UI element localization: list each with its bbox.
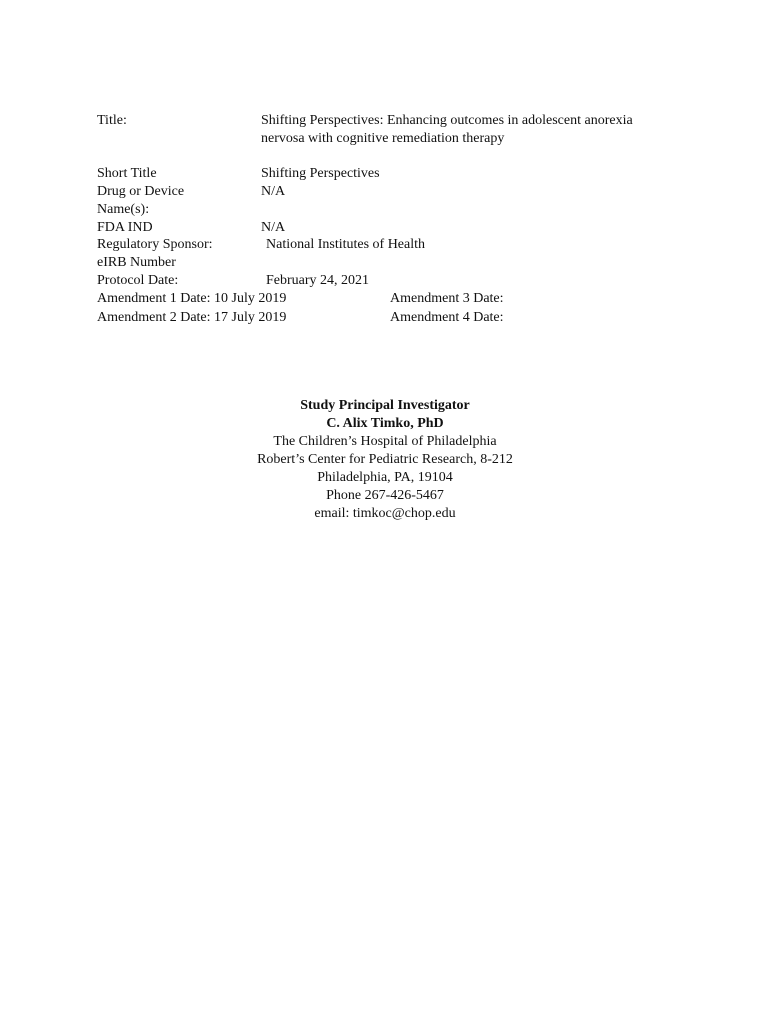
amendment-3-date: Amendment 3 Date:: [390, 291, 504, 306]
fda-ind-value: N/A: [261, 220, 286, 235]
regulatory-sponsor-label: Regulatory Sponsor:: [97, 237, 213, 252]
eirb-number-label: eIRB Number: [97, 255, 176, 270]
title-label: Title:: [97, 113, 127, 128]
investigator-name: C. Alix Timko, PhD: [326, 416, 444, 431]
drug-device-label-line1: Drug or Device: [97, 184, 185, 199]
fda-ind-label: FDA IND: [97, 220, 153, 235]
amendment-2-date: Amendment 2 Date: 17 July 2019: [97, 310, 287, 325]
drug-device-value: N/A: [261, 184, 286, 199]
short-title-label: Short Title: [97, 166, 157, 181]
protocol-date-label: Protocol Date:: [97, 273, 179, 288]
protocol-date-value: February 24, 2021: [266, 273, 370, 288]
short-title-value: Shifting Perspectives: [261, 166, 380, 181]
investigator-address: Robert’s Center for Pediatric Research, 8-212: [257, 452, 513, 467]
amendment-1-date: Amendment 1 Date: 10 July 2019: [97, 291, 287, 306]
title-value-line2: nervosa with cognitive remediation therapy: [261, 131, 505, 146]
investigator-city: Philadelphia, PA, 19104: [317, 470, 453, 485]
regulatory-sponsor-value: National Institutes of Health: [266, 237, 426, 252]
title-value-line1: Shifting Perspectives: Enhancing outcomes in adolescent anorexia: [261, 113, 633, 128]
investigator-phone: Phone 267-426-5467: [326, 488, 444, 503]
drug-device-label-line2: Name(s):: [97, 202, 150, 217]
amendment-4-date: Amendment 4 Date:: [390, 310, 504, 325]
investigator-heading: Study Principal Investigator: [300, 398, 470, 413]
investigator-institution: The Children’s Hospital of Philadelphia: [273, 434, 497, 449]
investigator-block: [0, 397, 770, 523]
investigator-email: email: timkoc@chop.edu: [314, 506, 456, 521]
